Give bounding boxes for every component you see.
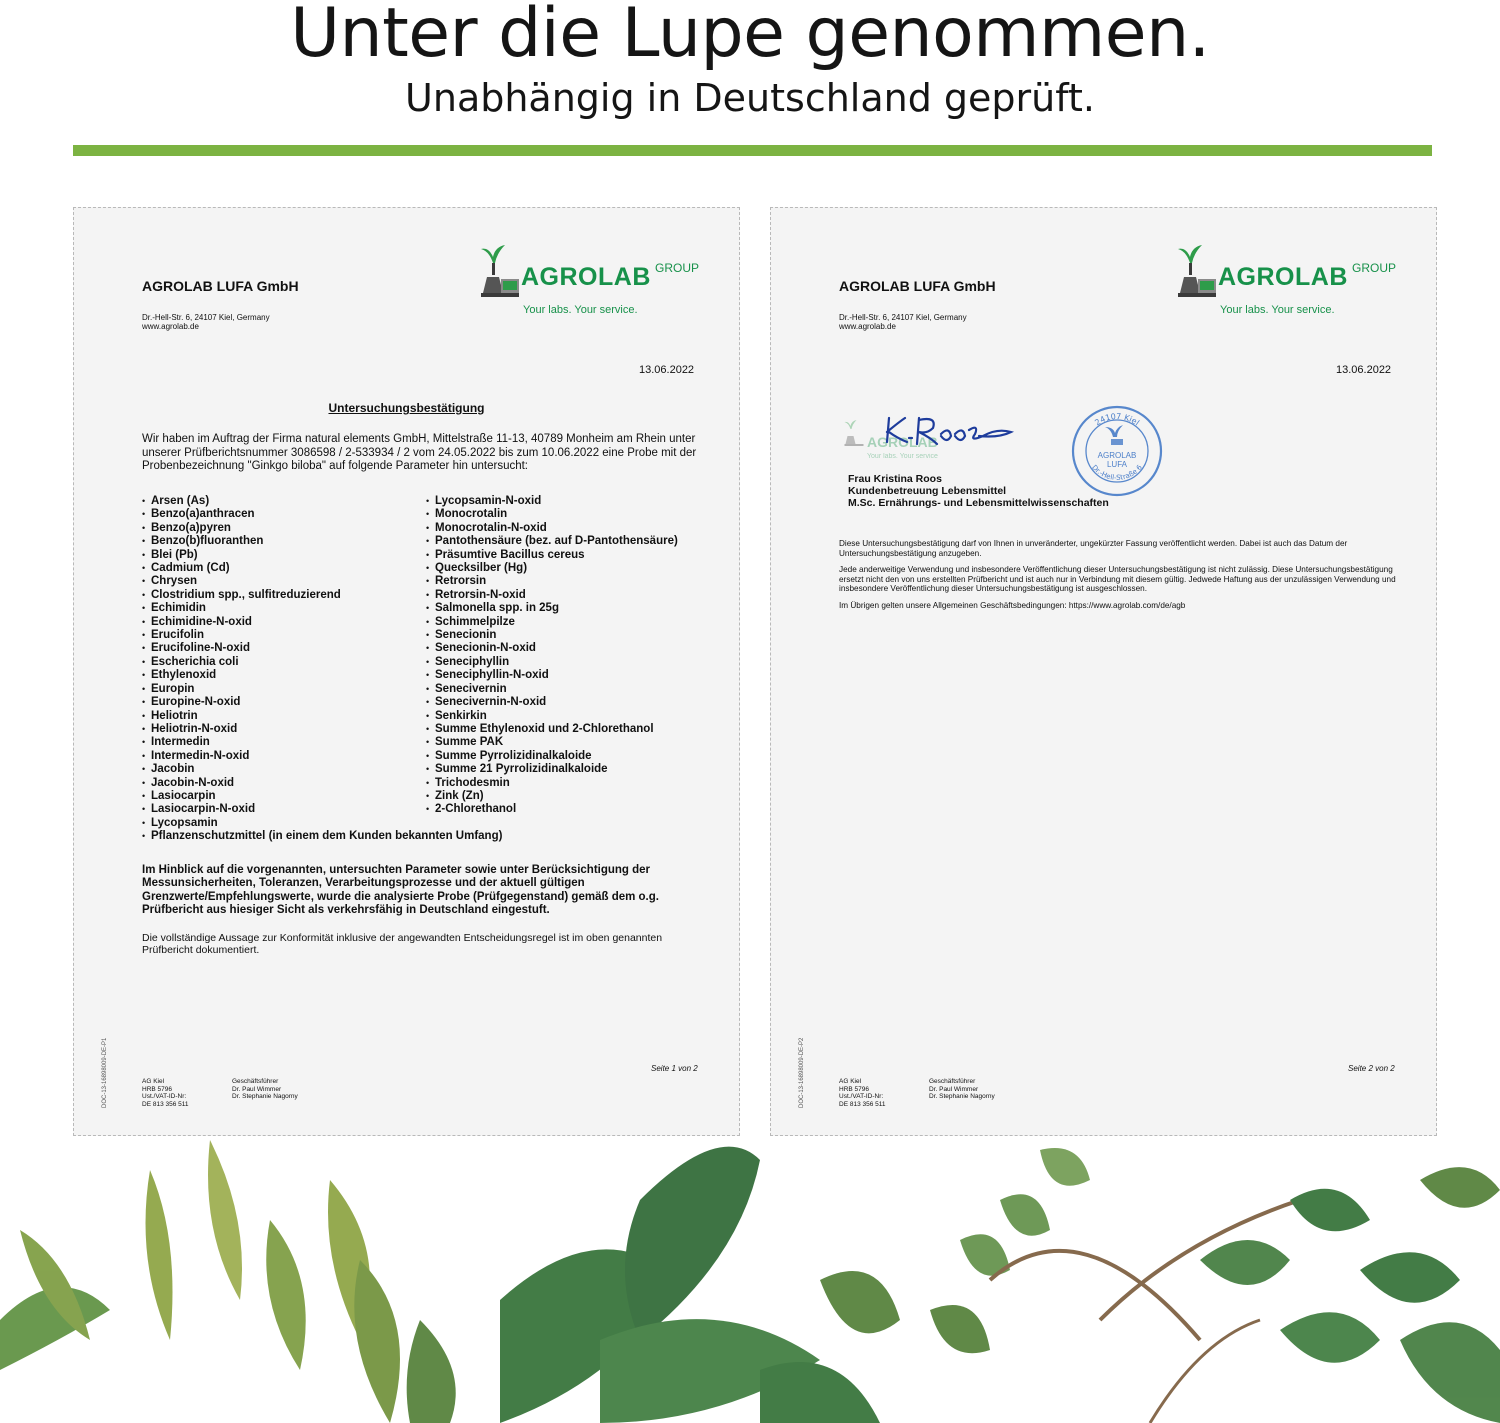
parameter-item: • Seneciphyllin bbox=[426, 656, 678, 669]
parameter-item: • Clostridium spp., sulfitreduzierend bbox=[142, 589, 341, 602]
parameter-list-left bbox=[142, 495, 341, 830]
parameter-item: • Schimmelpilze bbox=[426, 616, 678, 629]
company-name: AGROLAB LUFA GmbH bbox=[839, 278, 996, 294]
parameter-item: • Echimidin bbox=[142, 602, 341, 615]
parameter-item: • Lycopsamin-N-oxid bbox=[426, 495, 678, 508]
footer-management: Geschäftsführer Dr. Paul Wimmer Dr. Stephanie Nagorny bbox=[232, 1078, 298, 1100]
footer-registry: AG Kiel HRB 5796 Ust./VAT-ID-Nr: DE 813 356 511 bbox=[142, 1078, 189, 1108]
disclaimer bbox=[839, 539, 1409, 617]
parameter-item: • Erucifolin bbox=[142, 629, 341, 642]
logo-wordmark: AGROLAB bbox=[1218, 263, 1348, 291]
logo-tagline: Your labs. Your service. bbox=[1220, 304, 1335, 316]
page-title: Unter die Lupe genommen. bbox=[290, 0, 1210, 73]
parameter-item: • Summe PAK bbox=[426, 736, 678, 749]
logo-tagline: Your labs. Your service. bbox=[523, 304, 638, 316]
parameter-item: • 2-Chlorethanol bbox=[426, 803, 678, 816]
parameter-item: • Benzo(a)pyren bbox=[142, 522, 341, 535]
parameter-item: • Arsen (As) bbox=[142, 495, 341, 508]
logo-group: GROUP bbox=[655, 261, 700, 275]
parameter-item: • Escherichia coli bbox=[142, 656, 341, 669]
faint-flask-icon bbox=[843, 418, 865, 448]
parameter-item: • Heliotrin-N-oxid bbox=[142, 723, 341, 736]
stamp-bottom-text: Dr.-Hell-Straße 6 bbox=[1090, 463, 1144, 482]
parameter-item: • Echimidine-N-oxid bbox=[142, 616, 341, 629]
parameter-item: • Lasiocarpin-N-oxid bbox=[142, 803, 341, 816]
parameter-item: • Blei (Pb) bbox=[142, 549, 341, 562]
company-name: AGROLAB LUFA GmbH bbox=[142, 278, 299, 294]
parameter-item: • Intermedin bbox=[142, 736, 341, 749]
signature-background-logo: AGROLAB bbox=[867, 434, 938, 450]
signature-block bbox=[839, 406, 1021, 468]
stamp-top-text: 24107 Kiel bbox=[1093, 411, 1141, 428]
conclusion-text: Im Hinblick auf die vorgenannten, untersuchten Parameter sowie unter Berücksichtigung der Messunsicherheiten, Toleranzen, Verarbeitungsprozesse und der aktuell gültigen Grenzwerte/Empfehlungswerte, wurde die analysierte Probe (Prüfgegenstand) gemäß dem o.g. Prüfbericht aus hiesiger Sicht als verkehrsfähig in Deutschland eingestuft. bbox=[142, 864, 659, 917]
parameter-item: • Ethylenoxid bbox=[142, 669, 341, 682]
parameter-item: • Jacobin bbox=[142, 763, 341, 776]
terms-paragraph: Im Übrigen gelten unsere Allgemeinen Geschäftsbedingungen: https://www.agrolab.com/de/agb bbox=[839, 600, 1186, 610]
parameter-item: • Summe Pyrrolizidinalkaloide bbox=[426, 750, 678, 763]
agrolab-logo bbox=[1176, 241, 1401, 321]
footer-registry: AG Kiel HRB 5796 Ust./VAT-ID-Nr: DE 813 356 511 bbox=[839, 1078, 886, 1108]
page-number: Seite 1 von 2 bbox=[651, 1064, 698, 1073]
parameter-item: • Heliotrin bbox=[142, 710, 341, 723]
logo-group: GROUP bbox=[1352, 261, 1397, 275]
parameter-item: • Pflanzenschutzmittel (in einem dem Kunden bekannten Umfang) bbox=[142, 830, 502, 842]
parameter-item: • Benzo(b)fluoranthen bbox=[142, 535, 341, 548]
document-id: DOC-13-16898009-DE-P1 bbox=[102, 1037, 108, 1108]
parameter-item: • Senecionin-N-oxid bbox=[426, 642, 678, 655]
document-title: Untersuchungsbestätigung bbox=[328, 401, 485, 415]
parameter-item: • Europine-N-oxid bbox=[142, 696, 341, 709]
intro-text: Wir haben im Auftrag der Firma natural elements GmbH, Mittelstraße 11-13, 40789 Monheim am Rhein unter unserer Prüfberichtsnummer 3086598 / 2-533934 / 2 vom 24.05.2022 bis zum 10.06.2022 eine Probe mit der Probenbezeichnung "Ginkgo biloba" auf folgende Parameter hin untersucht: bbox=[142, 433, 697, 472]
parameter-item: • Intermedin-N-oxid bbox=[142, 750, 341, 763]
foliage-illustration bbox=[0, 1140, 1500, 1423]
parameter-item: • Pantothensäure (bez. auf D-Pantothensäure) bbox=[426, 535, 678, 548]
parameter-item: • Retrorsin-N-oxid bbox=[426, 589, 678, 602]
parameter-item: • Senecivernin bbox=[426, 683, 678, 696]
parameter-item: • Jacobin-N-oxid bbox=[142, 777, 341, 790]
logo-wordmark: AGROLAB bbox=[521, 263, 651, 291]
signature-background-tagline: Your labs. Your service bbox=[867, 453, 938, 460]
parameter-item: • Monocrotalin-N-oxid bbox=[426, 522, 678, 535]
document-date: 13.06.2022 bbox=[639, 364, 695, 376]
parameter-item: • Senecionin bbox=[426, 629, 678, 642]
agrolab-logo bbox=[479, 241, 704, 321]
parameter-item: • Senecivernin-N-oxid bbox=[426, 696, 678, 709]
parameter-item: • Quecksilber (Hg) bbox=[426, 562, 678, 575]
parameter-item: • Zink (Zn) bbox=[426, 790, 678, 803]
footer-management: Geschäftsführer Dr. Paul Wimmer Dr. Stephanie Nagorny bbox=[929, 1078, 995, 1100]
signatory-details: Frau Kristina Roos Kundenbetreuung Lebensmittel M.Sc. Ernährungs- und Lebensmittelwissenschaften bbox=[848, 473, 1109, 509]
handwritten-signature bbox=[879, 412, 1029, 452]
parameter-item: • Retrorsin bbox=[426, 575, 678, 588]
parameter-item: • Seneciphyllin-N-oxid bbox=[426, 669, 678, 682]
disclaimer-paragraph: Jede anderweitige Verwendung und insbesondere Veröffentlichung dieser Untersuchungsbestätigung ist nicht zulässig. Diese Untersuchungsbestätigung ersetzt nicht den von uns erstellten Prüfbericht und ist auch nur in Verbindung mit diesem gültig. Jedwede Haftung aus der unzulässigen Verwendung und insbesondere Veröffentlichung dieser Untersuchungsbestätigung ist ausgeschlossen. bbox=[839, 565, 1396, 593]
certificate-page-2 bbox=[770, 207, 1437, 1136]
conformity-note: Die vollständige Aussage zur Konformität inklusive der angewandten Entscheidungsregel ist im oben genannten Prüfbericht dokumentiert. bbox=[142, 932, 663, 956]
parameter-item: • Trichodesmin bbox=[426, 777, 678, 790]
parameter-item: • Lasiocarpin bbox=[142, 790, 341, 803]
certificate-page-1 bbox=[73, 207, 740, 1136]
document-date: 13.06.2022 bbox=[1336, 364, 1392, 376]
disclaimer-paragraph: Diese Untersuchungsbestätigung darf von Ihnen in unveränderter, ungekürzter Fassung veröffentlicht werden. Dabei ist auch das Datum der Untersuchungsbestätigung anzugeben. bbox=[839, 539, 1348, 558]
parameter-item: • Präsumtive Bacillus cereus bbox=[426, 549, 678, 562]
parameter-item: • Cadmium (Cd) bbox=[142, 562, 341, 575]
parameter-list-right bbox=[426, 495, 678, 817]
company-address: Dr.-Hell-Str. 6, 24107 Kiel, Germany www.agrolab.de bbox=[142, 313, 270, 331]
parameter-item: • Monocrotalin bbox=[426, 508, 678, 521]
parameter-item: • Chrysen bbox=[142, 575, 341, 588]
svg-text:24107 Kiel bbox=[1093, 412, 1141, 428]
parameter-item: • Lycopsamin bbox=[142, 817, 341, 830]
page-subtitle: Unabhängig in Deutschland geprüft. bbox=[405, 76, 1095, 120]
lab-flask-icon bbox=[1176, 241, 1218, 301]
parameter-item: • Summe Ethylenoxid und 2-Chlorethanol bbox=[426, 723, 678, 736]
company-address: Dr.-Hell-Str. 6, 24107 Kiel, Germany www.agrolab.de bbox=[839, 313, 967, 331]
parameter-item: • Salmonella spp. in 25g bbox=[426, 602, 678, 615]
page-number: Seite 2 von 2 bbox=[1348, 1064, 1395, 1073]
document-id: DOC-13-16898009-DE-P2 bbox=[799, 1037, 805, 1108]
parameter-item: • Summe 21 Pyrrolizidinalkaloide bbox=[426, 763, 678, 776]
stamp-center-text: AGROLAB LUFA bbox=[1097, 451, 1137, 469]
green-divider bbox=[73, 145, 1432, 156]
parameter-item: • Senkirkin bbox=[426, 710, 678, 723]
parameter-item: • Erucifoline-N-oxid bbox=[142, 642, 341, 655]
parameter-item: • Benzo(a)anthracen bbox=[142, 508, 341, 521]
parameter-item: • Europin bbox=[142, 683, 341, 696]
lab-flask-icon bbox=[479, 241, 521, 301]
